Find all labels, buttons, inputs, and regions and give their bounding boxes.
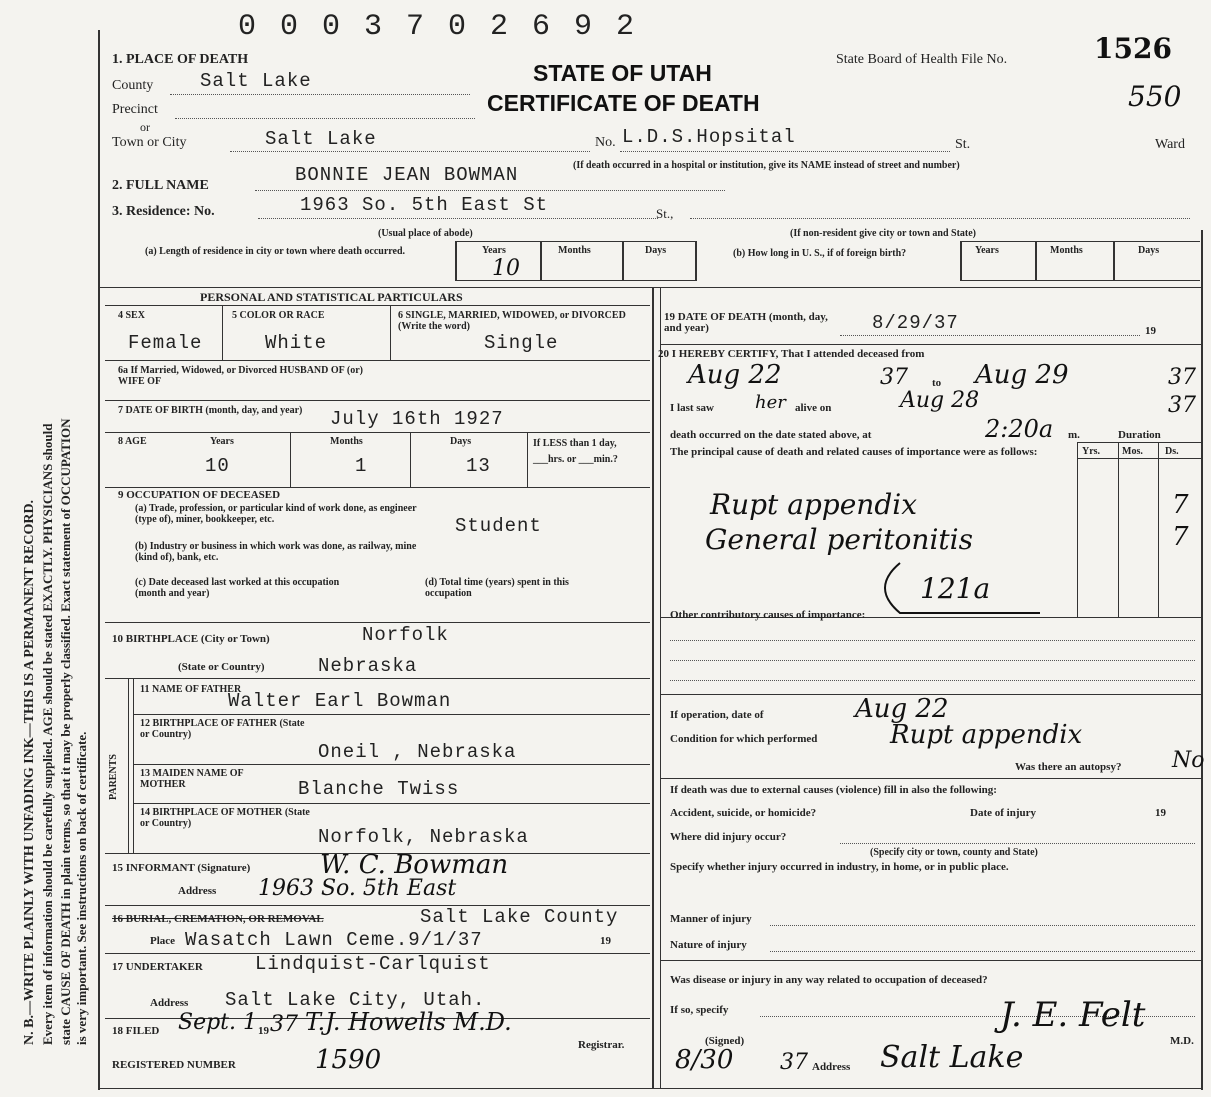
row-rule-1	[105, 360, 650, 361]
occupation-a-label: (a) Trade, profession, or particular kind of work done, as engineer (type of), miner, bookkeeper, etc.	[135, 503, 417, 525]
burial-year-label: 19	[600, 935, 611, 947]
mother-label: 13 MAIDEN NAME OF MOTHER	[140, 768, 244, 790]
cause-2-days: 7	[1172, 522, 1189, 552]
residence-value: 1963 So. 5th East St	[300, 194, 549, 216]
death-time-m-label: m.	[1068, 429, 1080, 441]
ward-label: Ward	[1155, 137, 1185, 152]
age-months-label: Months	[330, 436, 363, 447]
color-value: White	[265, 332, 328, 354]
sex-value: Female	[128, 332, 203, 354]
parents-rule-3	[133, 803, 650, 804]
age-years-value: 10	[205, 455, 230, 477]
operation-date: Aug 22	[855, 694, 949, 724]
us-months-label: Months	[1050, 245, 1083, 256]
side-note-line4: is very important. See instructions on back of certificate.	[74, 731, 89, 1045]
less-than-label: If LESS than 1 day, ___hrs. or ___min.?	[533, 438, 618, 465]
undertaker-value: Lindquist-Carlquist	[255, 953, 491, 975]
informant-label: 15 INFORMANT (Signature)	[112, 862, 251, 874]
frame-bottom	[100, 1088, 1202, 1089]
hospital-note: (If death occurred in a hospital or institution, give its NAME instead of street and number)	[573, 160, 960, 171]
side-note-line3: state CAUSE OF DEATH in plain terms, so that it may be properly classified. Exact statement of OCCUPATION	[58, 418, 73, 1045]
duration-ds: Ds.	[1165, 446, 1179, 457]
marital-label: 6 SINGLE, MARRIED, WIDOWED, or DIVORCED (Write the word)	[398, 310, 626, 332]
alive-on-date: Aug 28	[900, 388, 980, 413]
informant-address-label: Address	[178, 885, 217, 897]
age-years-label: Years	[210, 436, 234, 447]
parents-side-label: PARENTS	[108, 754, 119, 800]
alive-on-label: alive on	[795, 402, 832, 414]
dob-label: 7 DATE OF BIRTH (month, day, and year)	[118, 405, 303, 416]
us-years-label: Years	[975, 245, 999, 256]
signed-date: 8/30	[675, 1045, 734, 1075]
signed-label: (Signed)	[705, 1035, 745, 1047]
us-box-line3	[1113, 241, 1115, 281]
sex-label: 4 SEX	[118, 310, 145, 321]
us-box-bottom	[960, 280, 1200, 281]
registrar-signature: T.J. Howells M.D.	[305, 1008, 512, 1036]
full-name-label: 2. FULL NAME	[112, 178, 209, 193]
occupation-question: Was disease or injury in any way related to occupation of deceased?	[670, 974, 988, 986]
occupation-label: 9 OCCUPATION OF DECEASED	[118, 489, 281, 501]
town-label: Town or City	[112, 135, 187, 150]
duration-box-top	[1077, 442, 1202, 443]
duration-yrs: Yrs.	[1082, 446, 1101, 457]
len-box-line1	[455, 241, 457, 281]
state-heading: STATE OF UTAH	[533, 60, 712, 86]
manner-label: Manner of injury	[670, 913, 752, 925]
row-rule-3	[105, 432, 650, 433]
row-rule-6	[105, 678, 650, 679]
attended-to-year: 37	[1168, 365, 1196, 390]
precinct-label: Precinct	[112, 102, 158, 117]
mother-value: Blanche Twiss	[298, 778, 460, 800]
birthplace-state-label: (State or Country)	[178, 661, 265, 673]
frame-left	[98, 30, 100, 1090]
if-so-label: If so, specify	[670, 1004, 729, 1016]
parents-outer-line	[128, 678, 129, 853]
certify-label: 20 I HEREBY CERTIFY, That I attended deceased from	[658, 348, 925, 360]
certificate-title: CERTIFICATE OF DEATH	[487, 90, 760, 116]
registered-number: 1590	[315, 1045, 382, 1075]
nature-label: Nature of injury	[670, 939, 747, 951]
attended-to-label: to	[932, 377, 942, 389]
length-residence-label: (a) Length of residence in city or town where death occurred.	[145, 246, 406, 257]
md-label: M.D.	[1170, 1035, 1194, 1047]
county-line	[170, 94, 470, 95]
father-birthplace-label: 12 BIRTHPLACE OF FATHER (State or Country)	[140, 718, 305, 740]
undertaker-address: Salt Lake City, Utah.	[225, 989, 486, 1011]
accident-label: Accident, suicide, or homicide?	[670, 807, 817, 819]
right-rule-1	[660, 344, 1202, 345]
spouse-label: 6a If Married, Widowed, or Divorced HUSBAND OF (or) WIFE OF	[118, 365, 363, 387]
burial-value: Salt Lake County	[420, 906, 619, 928]
usual-abode-note: (Usual place of abode)	[378, 228, 473, 239]
no-label: No.	[595, 135, 616, 150]
residence-line	[258, 218, 658, 219]
cause-1: Rupt appendix	[710, 488, 918, 521]
side-note-line2: Every item of information should be carefully supplied. AGE should be stated EXACTLY. PHYSICIANS should	[40, 423, 55, 1045]
external-causes-label: If death was due to external causes (violence) fill in also the following:	[670, 784, 997, 796]
contributory-label: Other contributory causes of importance:	[670, 609, 866, 621]
physician-address: Salt Lake	[880, 1040, 1024, 1075]
cause-code: 121a	[920, 572, 991, 605]
age-days-label: Days	[450, 436, 472, 447]
contrib-line-3	[670, 680, 1195, 681]
operation-label: If operation, date of	[670, 709, 764, 721]
burial-place-value: Wasatch Lawn Ceme.9/1/37	[185, 929, 483, 951]
full-name-value: BONNIE JEAN BOWMAN	[295, 164, 519, 186]
last-saw-value: her	[755, 392, 786, 413]
file-label: State Board of Health File No.	[836, 52, 1008, 67]
us-box-line2	[1035, 241, 1037, 281]
age-div-2	[410, 432, 411, 487]
mother-birthplace-value: Norfolk, Nebraska	[318, 826, 529, 848]
father-value: Walter Earl Bowman	[228, 690, 452, 712]
personal-section-title: PERSONAL AND STATISTICAL PARTICULARS	[200, 290, 463, 304]
residence-label: 3. Residence: No.	[112, 204, 215, 219]
birthplace-city: Norfolk	[362, 624, 449, 646]
personal-rule	[105, 305, 650, 306]
dob-value: July 16th 1927	[330, 408, 504, 430]
occupation-d-label: (d) Total time (years) spent in this occupation	[425, 577, 569, 599]
right-rule-4	[660, 778, 1202, 779]
full-name-line	[255, 190, 725, 191]
birthplace-state: Nebraska	[318, 655, 418, 677]
column-divider-2	[660, 287, 661, 1088]
parents-rule-2	[133, 764, 650, 765]
age-days-value: 13	[466, 455, 491, 477]
filed-year: 37	[270, 1012, 298, 1037]
registrar-label: Registrar.	[578, 1039, 625, 1051]
registered-number-label: REGISTERED NUMBER	[112, 1059, 236, 1071]
manner-line	[770, 925, 1195, 926]
days-label: Days	[645, 245, 667, 256]
filed-year-label: 19	[258, 1025, 269, 1037]
autopsy-value: No	[1172, 748, 1205, 773]
date-of-death-year-label: 19	[1145, 325, 1156, 337]
duration-box-header	[1077, 458, 1202, 459]
file-number: 1526	[1094, 32, 1172, 65]
st-label: St.	[955, 137, 971, 152]
row-rule-5	[105, 622, 650, 623]
town-line	[230, 151, 590, 152]
us-length-label: (b) How long in U. S., if of foreign birth?	[733, 248, 907, 259]
serial-number: 0 0 0 3 7 0 2 6 9 2	[238, 10, 638, 44]
death-time-label: death occurred on the date stated above, at	[670, 429, 872, 441]
contrib-line-1	[670, 640, 1195, 641]
condition-label: Condition for which performed	[670, 733, 818, 745]
duration-col-2	[1118, 442, 1119, 617]
injury-where-label: Where did injury occur?	[670, 831, 787, 843]
physician-address-label: Address	[812, 1061, 851, 1073]
us-box-line1	[960, 241, 962, 281]
row-rule-4	[105, 487, 650, 488]
filed-date: Sept. 1	[178, 1010, 257, 1035]
cause-2: General peritonitis	[705, 523, 973, 556]
color-divider	[390, 305, 391, 360]
nature-line	[770, 951, 1195, 952]
age-label: 8 AGE	[118, 436, 147, 447]
place-of-death-label: 1. PLACE OF DEATH	[112, 52, 249, 67]
duration-col-1	[1077, 442, 1078, 617]
alive-on-year: 37	[1168, 393, 1196, 418]
condition-value: Rupt appendix	[890, 720, 1083, 750]
cause-code-bracket	[860, 558, 1060, 618]
county-label: County	[112, 78, 154, 93]
age-months-value: 1	[355, 455, 368, 477]
death-time-value: 2:20a	[985, 415, 1054, 443]
occupation-c-label: (c) Date deceased last worked at this occupation (month and year)	[135, 577, 340, 599]
injury-where-line	[840, 843, 1195, 844]
injury-specify-label: Specify whether injury occurred in industry, in home, or in public place.	[670, 861, 1009, 873]
autopsy-label: Was there an autopsy?	[1015, 761, 1122, 773]
filed-label: 18 FILED	[112, 1025, 160, 1037]
age-div-1	[290, 432, 291, 487]
date-of-death-label: 19 DATE OF DEATH (month, day, and year)	[664, 311, 828, 334]
causes-label: The principal cause of death and related causes of importance were as follows:	[670, 446, 1038, 458]
len-box-line2	[540, 241, 542, 281]
duration-col-3	[1158, 442, 1159, 617]
birthplace-label: 10 BIRTHPLACE (City or Town)	[112, 633, 270, 645]
color-label: 5 COLOR OR RACE	[232, 310, 325, 321]
father-label: 11 NAME OF FATHER	[140, 684, 242, 695]
years-label: Years	[482, 245, 506, 256]
non-resident-note: (If non-resident give city or town and State)	[790, 228, 977, 239]
right-rule-5	[660, 960, 1202, 961]
duration-label: Duration	[1118, 429, 1161, 441]
sex-divider	[222, 305, 223, 360]
file-subnumber: 550	[1128, 80, 1182, 113]
injury-date-label: Date of injury	[970, 807, 1036, 819]
marital-value: Single	[484, 332, 559, 354]
frame-right	[1201, 230, 1203, 1090]
age-div-3	[527, 432, 528, 487]
parents-rule-1	[133, 714, 650, 715]
residence-st-label: St.,	[656, 206, 674, 221]
attended-to: Aug 29	[975, 360, 1069, 390]
county-value: Salt Lake	[200, 70, 312, 92]
hospital-line	[620, 151, 950, 152]
burial-place-label: Place	[150, 935, 176, 947]
father-birthplace-value: Oneil , Nebraska	[318, 741, 517, 763]
informant-address: 1963 So. 5th East	[258, 876, 457, 901]
informant-signature: W. C. Bowman	[320, 850, 509, 880]
contrib-line-2	[670, 660, 1195, 661]
hospital-value: L.D.S.Hopsital	[622, 126, 796, 148]
side-note-line1: N. B.—WRITE PLAINLY WITH UNFADING INK—THIS IS A PERMANENT RECORD.	[22, 499, 37, 1045]
len-box-top	[455, 241, 695, 242]
column-divider	[652, 287, 654, 1088]
attended-from-year: 37	[880, 365, 908, 390]
injury-year-label: 19	[1155, 807, 1166, 819]
years-value: 10	[492, 256, 520, 281]
months-label: Months	[558, 245, 591, 256]
main-top-rule	[100, 287, 1202, 288]
occupation-value: Student	[455, 515, 542, 537]
row-rule-2	[105, 400, 650, 401]
len-box-line4	[695, 241, 697, 281]
precinct-line	[175, 118, 475, 119]
len-box-bottom	[455, 280, 695, 281]
parents-inner-line	[133, 678, 134, 853]
injury-where-note: (Specify city or town, county and State)	[870, 847, 1038, 858]
date-of-death-value: 8/29/37	[872, 312, 959, 334]
us-box-top	[960, 241, 1200, 242]
us-days-label: Days	[1138, 245, 1160, 256]
last-saw-label: I last saw	[670, 402, 715, 414]
mother-birthplace-label: 14 BIRTHPLACE OF MOTHER (State or Country)	[140, 807, 310, 829]
occupation-b-label: (b) Industry or business in which work was done, as railway, mine (kind of), bank, etc.	[135, 541, 417, 563]
duration-mos: Mos.	[1122, 446, 1143, 457]
undertaker-label: 17 UNDERTAKER	[112, 961, 203, 973]
len-box-line3	[622, 241, 624, 281]
date-of-death-line	[840, 335, 1140, 336]
physician-signature: J. E. Felt	[1000, 995, 1146, 1035]
or-label: or	[140, 120, 150, 134]
undertaker-address-label: Address	[150, 997, 189, 1009]
attended-from: Aug 22	[688, 360, 782, 390]
cause-1-days: 7	[1172, 490, 1189, 520]
signed-year: 37	[780, 1050, 808, 1075]
town-value: Salt Lake	[265, 128, 377, 150]
burial-label: 16 BURIAL, CREMATION, OR REMOVAL	[112, 913, 324, 925]
residence-line-2	[690, 218, 1190, 219]
